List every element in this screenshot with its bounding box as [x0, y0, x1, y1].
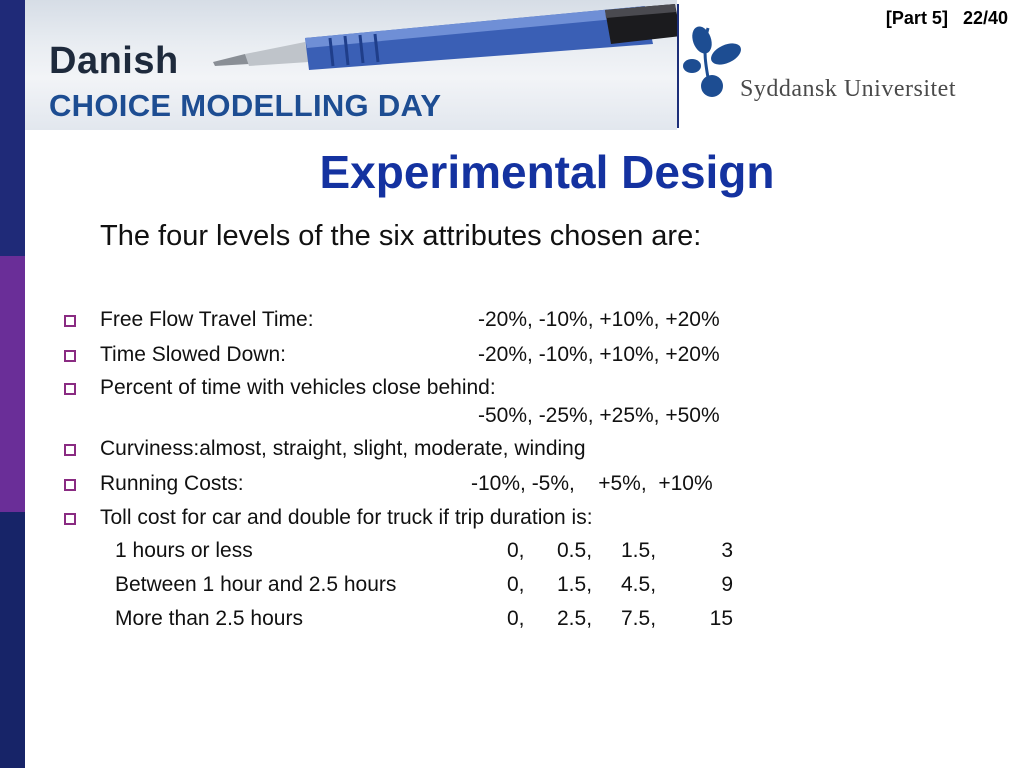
bullet-value: -20%, -10%, +10%, +20% — [478, 343, 720, 366]
bullet-value: -10%, -5%, +5%, +10% — [471, 472, 713, 495]
bullet-square-icon — [64, 444, 76, 456]
bullet-value: -20%, -10%, +10%, +20% — [478, 308, 720, 331]
strip-segment-top — [0, 0, 25, 256]
toll-value-4: 15 — [709, 607, 733, 630]
toll-value-3: 7.5, — [621, 607, 657, 630]
toll-value-4: 3 — [721, 539, 733, 562]
toll-value-2: 1.5, — [557, 573, 593, 596]
university-name: Syddansk Universitet — [740, 76, 956, 102]
bullet-label: Running Costs: — [100, 472, 244, 495]
toll-value-3: 4.5, — [621, 573, 657, 596]
toll-value-3: 1.5, — [621, 539, 657, 562]
university-leaf-logo-icon — [680, 18, 746, 108]
toll-row-label: More than 2.5 hours — [115, 607, 303, 630]
toll-value-1: 0, — [507, 607, 525, 630]
bullet-label: Time Slowed Down: — [100, 343, 286, 366]
banner-title-choice-modelling-day: CHOICE MODELLING DAY — [49, 88, 442, 123]
bullet-square-icon — [64, 315, 76, 327]
slide-title: Experimental Design — [319, 146, 775, 198]
toll-value-2: 2.5, — [557, 607, 593, 630]
bullet-value: -50%, -25%, +25%, +50% — [478, 404, 720, 427]
bullet-label: Curviness:almost, straight, slight, moderate, winding — [100, 437, 586, 460]
pen-icon — [205, 0, 677, 100]
toll-row-label: Between 1 hour and 2.5 hours — [115, 573, 397, 596]
page-indicator — [886, 8, 1008, 29]
part-label: [Part 5] — [885, 8, 948, 28]
banner-title-danish: Danish — [49, 40, 179, 82]
bullet-label: Toll cost for car and double for truck if trip duration is: — [100, 506, 593, 529]
header-banner — [25, 0, 677, 130]
toll-value-1: 0, — [507, 539, 525, 562]
bullet-square-icon — [64, 513, 76, 525]
toll-row-label: 1 hours or less — [115, 539, 253, 562]
slide-subtitle: The four levels of the six attributes chosen are: — [100, 220, 702, 252]
page-number: 22/40 — [962, 8, 1008, 28]
left-color-strip — [0, 0, 25, 768]
bullet-square-icon — [64, 383, 76, 395]
toll-value-2: 0.5, — [557, 539, 593, 562]
bullet-label: Free Flow Travel Time: — [100, 308, 314, 331]
toll-value-4: 9 — [721, 573, 733, 596]
toll-value-1: 0, — [507, 573, 525, 596]
strip-segment-bottom — [0, 512, 25, 768]
strip-segment-middle — [0, 256, 25, 512]
bullet-label: Percent of time with vehicles close behind: — [100, 376, 496, 399]
bullet-square-icon — [64, 479, 76, 491]
bullet-square-icon — [64, 350, 76, 362]
banner-divider — [677, 4, 679, 128]
